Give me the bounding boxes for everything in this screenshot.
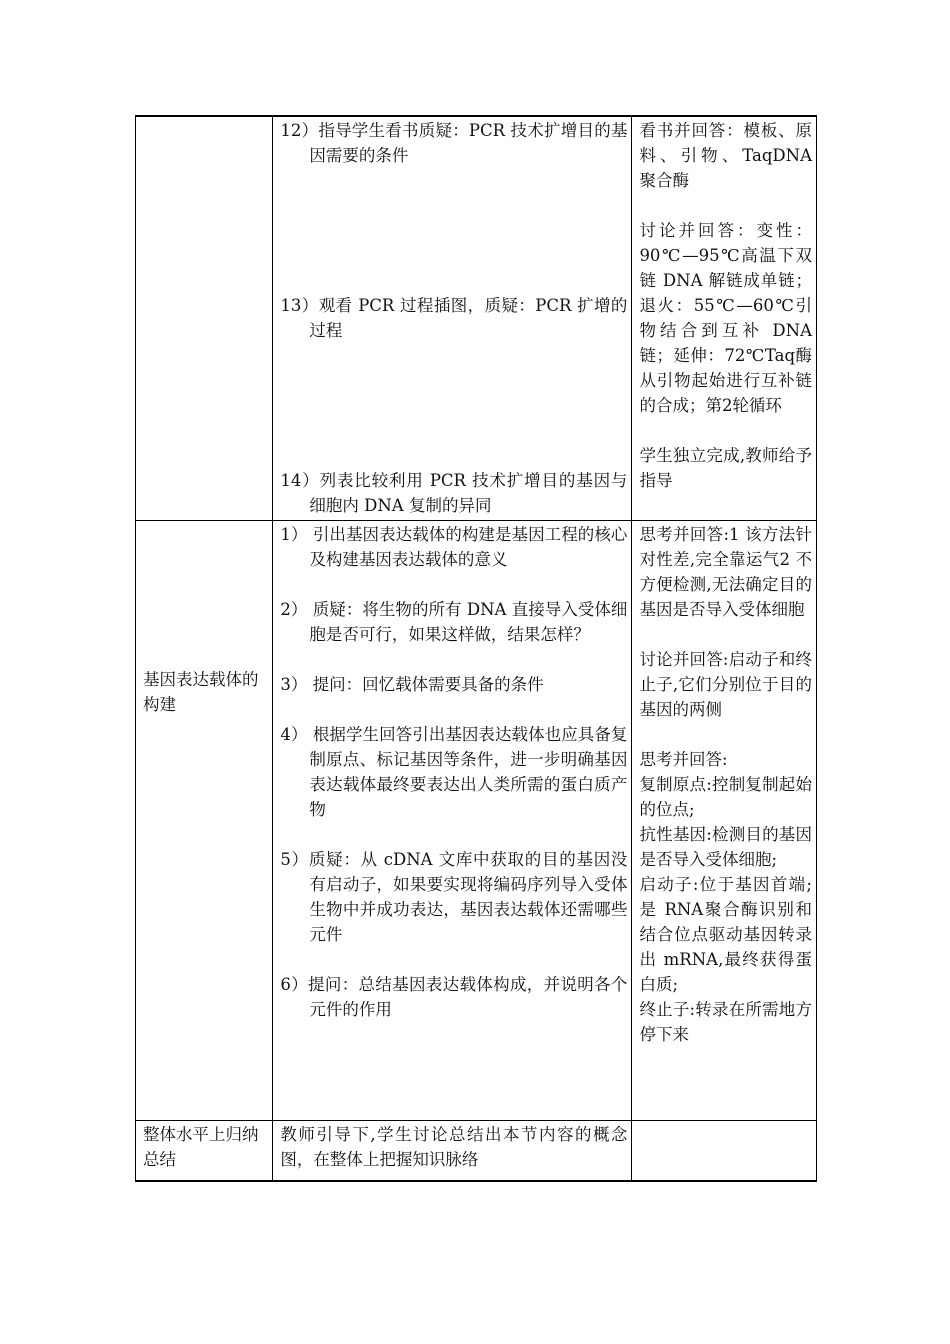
section-cell [136,1121,273,1181]
table-row [136,116,817,521]
student-answer: 启动子:位于基因首端;是 RNA聚合酶识别和结合位点驱动基因转录出 mRNA,最终获得蛋白质; [639,875,812,994]
teacher-item-4: 4） 根据学生回答引出基因表达载体也应具备复制原点、标记基因等条件，进一步明确基因表达载体最终要表达出人类所需的蛋白质产物 [280,725,628,819]
section-cell [136,521,273,1121]
teacher-activity-cell [273,521,632,1121]
student-answer: 讨论并回答:启动子和终止子,它们分别位于目的基因的两侧 [639,650,812,719]
teacher-item-2: 2） 质疑：将生物的所有 DNA 直接导入受体细胞是否可行，如果这样做，结果怎样？ [280,600,628,644]
student-answer: 终止子:转录在所需地方停下来 [639,1000,812,1044]
teacher-activity-cell [273,116,632,521]
teacher-summary: 教师引导下,学生讨论总结出本节内容的概念图，在整体上把握知识脉络 [280,1125,628,1169]
teacher-activity-cell [273,1121,632,1181]
student-answer: 思考并回答: [639,750,728,769]
teacher-item-6: 6）提问：总结基因表达载体构成，并说明各个元件的作用 [280,975,628,1019]
teacher-item-3: 3） 提问：回忆载体需要具备的条件 [280,675,544,694]
teacher-item-14: 14）列表比较利用 PCR 技术扩增目的基因与细胞内 DNA 复制的异同 [280,471,628,515]
student-activity-cell [632,116,817,521]
student-activity-cell [632,521,817,1121]
student-answer: 思考并回答:1 该方法针对性差,完全靠运气2 不方便检测,无法确定目的基因是否导入受体细胞 [639,525,812,619]
section-label: 整体水平上归纳总结 [143,1125,259,1169]
teacher-item-5: 5）质疑：从 cDNA 文库中获取的目的基因没有启动子，如果要实现将编码序列导入受体生物中并成功表达，基因表达载体还需哪些元件 [280,850,628,944]
teacher-item-1: 1） 引出基因表达载体的构建是基因工程的核心及构建基因表达载体的意义 [280,525,628,569]
section-cell [136,116,273,521]
student-answer: 讨论并回答：变性：90℃—95℃高温下双链 DNA 解链成单链；退火：55℃—60℃引物结合到互补 DNA 链；延伸：72℃Taq酶从引物起始进行互补链的合成；第2轮循环 [639,221,812,415]
teacher-item-13: 13）观看 PCR 过程插图，质疑：PCR 扩增的过程 [280,296,628,340]
student-answer: 抗性基因:检测目的基因是否导入受体细胞; [639,825,812,869]
student-answer: 看书并回答：模板、原料、引物、TaqDNA 聚合酶 [639,121,812,190]
student-activity-cell [632,1121,817,1181]
section-label: 基因表达载体的构建 [143,670,259,714]
student-answer: 复制原点:控制复制起始的位点; [639,775,812,819]
teacher-item-12: 12）指导学生看书质疑：PCR 技术扩增目的基因需要的条件 [280,121,628,165]
lesson-plan-table [135,115,817,1182]
table-row [136,521,817,1121]
table-row [136,1121,817,1181]
student-answer: 学生独立完成,教师给予指导 [639,446,812,490]
